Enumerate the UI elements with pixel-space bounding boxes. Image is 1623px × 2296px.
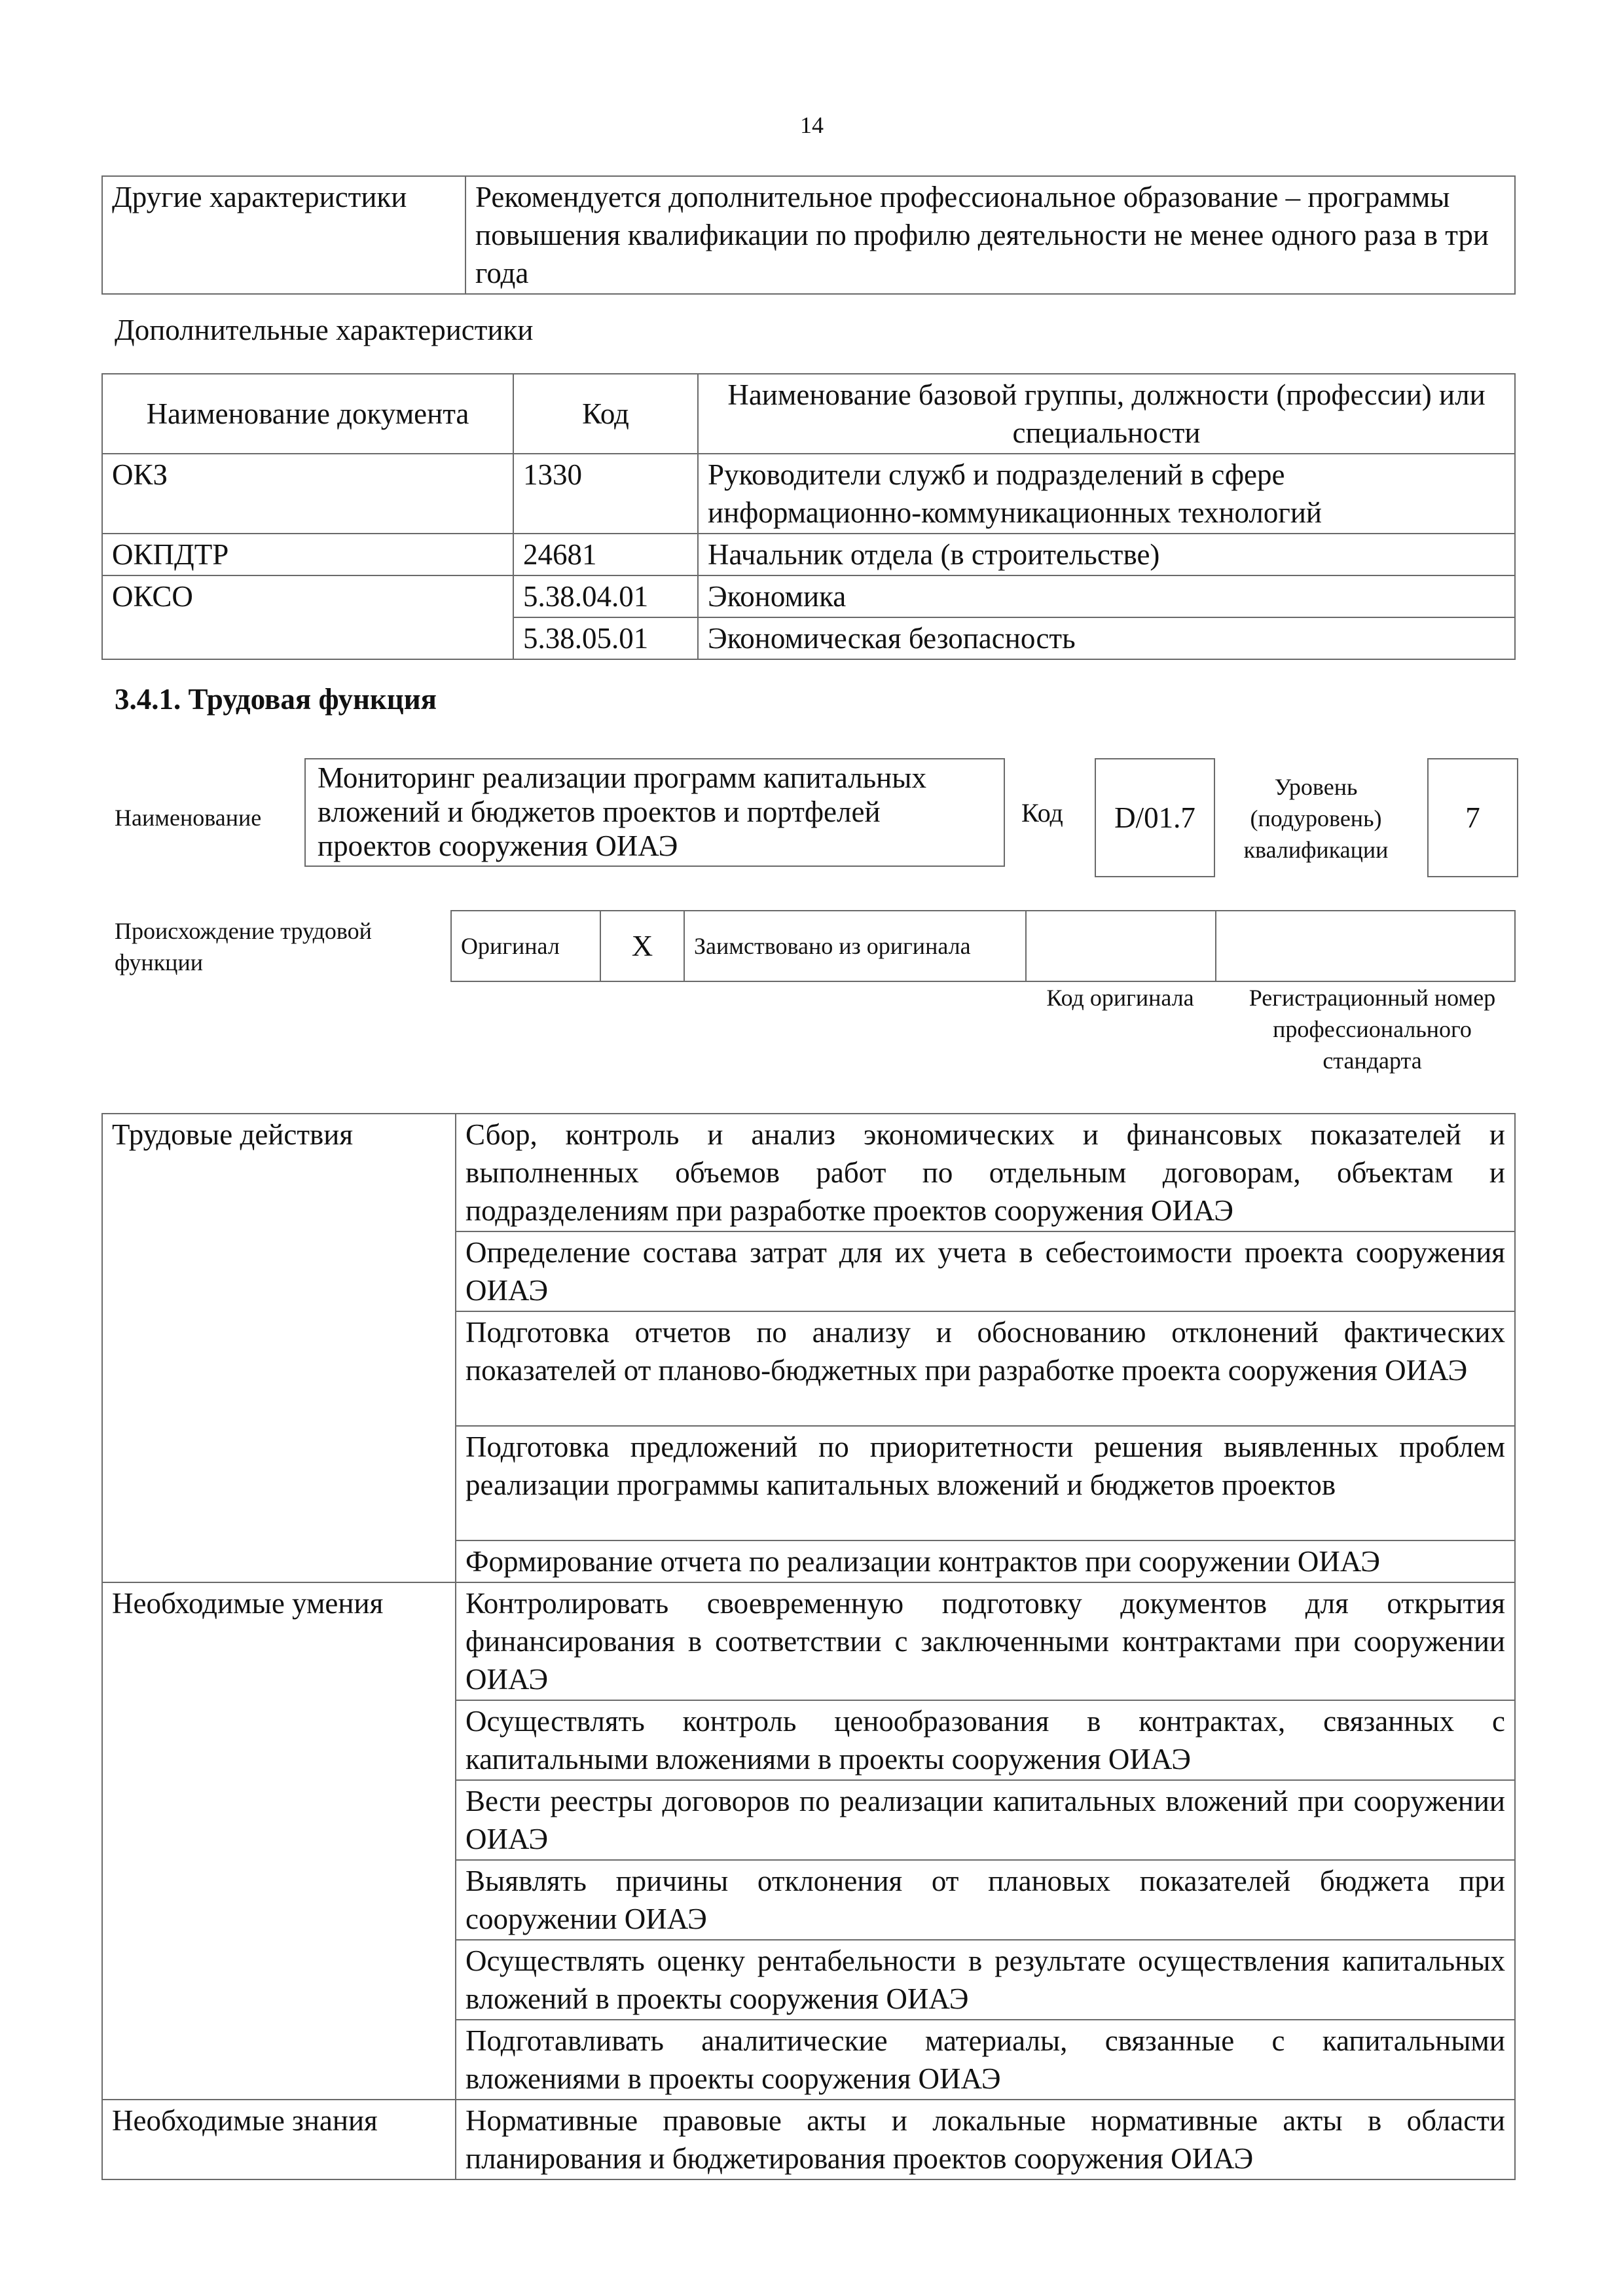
origin-reg-caption: Регистрационный номер профессионального стандарта xyxy=(1249,985,1496,1074)
header-code: Код xyxy=(513,374,698,454)
list-item: Осуществлять оценку рентабельности в результате осуществления капитальных вложений в проекты сооружения ОИАЭ xyxy=(456,1940,1515,2020)
function-code-label: Код xyxy=(1021,798,1063,828)
row-name: Руководители служб и подразделений в сфере информационно-коммуникационных технологий xyxy=(698,454,1515,534)
additional-table xyxy=(101,373,1516,660)
other-characteristics-table xyxy=(101,175,1516,295)
header-doc: Наименование документа xyxy=(102,374,513,454)
origin-code-caption: Код оригинала xyxy=(1046,985,1194,1011)
labour-function-table xyxy=(101,1113,1516,2180)
list-item: Нормативные правовые акты и локальные нормативные акты в области планирования и бюджетирования проектов сооружения ОИАЭ xyxy=(456,2100,1515,2179)
table-row xyxy=(102,454,1515,534)
row-doc: ОКЗ xyxy=(102,454,513,534)
other-characteristics-label: Другие характеристики xyxy=(102,176,465,294)
list-item: Подготовка предложений по приоритетности решения выявленных проблем реализации программы капитальных вложений и бюджетов проектов xyxy=(456,1426,1515,1540)
page-number: 14 xyxy=(800,112,824,138)
row-code: 24681 xyxy=(513,534,698,575)
function-heading: 3.4.1. Трудовая функция xyxy=(115,683,437,716)
row-doc: ОКПДТР xyxy=(102,534,513,575)
table-row xyxy=(102,534,1515,575)
actions-label: Трудовые действия xyxy=(102,1114,456,1582)
list-item: Формирование отчета по реализации контрактов при сооружении ОИАЭ xyxy=(456,1540,1515,1582)
list-item: Вести реестры договоров по реализации капитальных вложений при сооружении ОИАЭ xyxy=(456,1780,1515,1860)
row-code: 1330 xyxy=(513,454,698,534)
origin-reg-cell xyxy=(1216,911,1515,981)
skills-label: Необходимые умения xyxy=(102,1582,456,2100)
origin-label: Происхождение трудовой функции xyxy=(115,918,372,975)
origin-code-cell xyxy=(1026,911,1216,981)
list-item: Определение состава затрат для их учета в себестоимости проекта сооружения ОИАЭ xyxy=(456,1231,1515,1311)
header-name: Наименование базовой группы, должности (профессии) или специальности xyxy=(698,374,1515,454)
function-level-label: Уровень (подуровень) квалификации xyxy=(1243,774,1389,863)
row-name: Экономическая безопасность xyxy=(698,617,1515,659)
origin-original: Оригинал xyxy=(451,911,600,981)
origin-table xyxy=(450,910,1516,982)
row-name: Экономика xyxy=(698,575,1515,617)
list-item: Осуществлять контроль ценообразования в контрактах, связанных с капитальными вложениями в проекты сооружения ОИАЭ xyxy=(456,1700,1515,1780)
row-doc: ОКСО xyxy=(102,575,513,659)
function-name-label: Наименование xyxy=(115,805,262,831)
list-item: Подготавливать аналитические материалы, связанные с капитальными вложениями в проекты сооружения ОИАЭ xyxy=(456,2020,1515,2100)
list-item: Сбор, контроль и анализ экономических и финансовых показателей и выполненных объемов работ по отдельным договорам, объектам и подразделениям при разработке проектов сооружения ОИАЭ xyxy=(456,1114,1515,1231)
list-item: Контролировать своевременную подготовку документов для открытия финансирования в соответствии с заключенными контрактами при сооружении ОИАЭ xyxy=(456,1582,1515,1700)
row-name: Начальник отдела (в строительстве) xyxy=(698,534,1515,575)
table-row xyxy=(102,575,1515,617)
function-code-value: D/01.7 xyxy=(1095,758,1215,877)
other-characteristics-text: Рекомендуется дополнительное профессиональное образование – программы повышения квалификации по профилю деятельности не менее одного раза в три года xyxy=(465,176,1515,294)
origin-borrowed: Заимствовано из оригинала xyxy=(684,911,1026,981)
list-item: Выявлять причины отклонения от плановых показателей бюджета при сооружении ОИАЭ xyxy=(456,1860,1515,1940)
additional-title: Дополнительные характеристики xyxy=(115,314,534,346)
origin-mark: X xyxy=(600,911,684,981)
function-name-value: Мониторинг реализации программ капитальных вложений и бюджетов проектов и портфелей проектов сооружения ОИАЭ xyxy=(304,758,1005,867)
row-code: 5.38.05.01 xyxy=(513,617,698,659)
knowledge-label: Необходимые знания xyxy=(102,2100,456,2179)
function-level-value: 7 xyxy=(1427,758,1518,877)
row-code: 5.38.04.01 xyxy=(513,575,698,617)
list-item: Подготовка отчетов по анализу и обоснованию отклонений фактических показателей от планово-бюджетных при разработке проекта сооружения ОИАЭ xyxy=(456,1311,1515,1426)
